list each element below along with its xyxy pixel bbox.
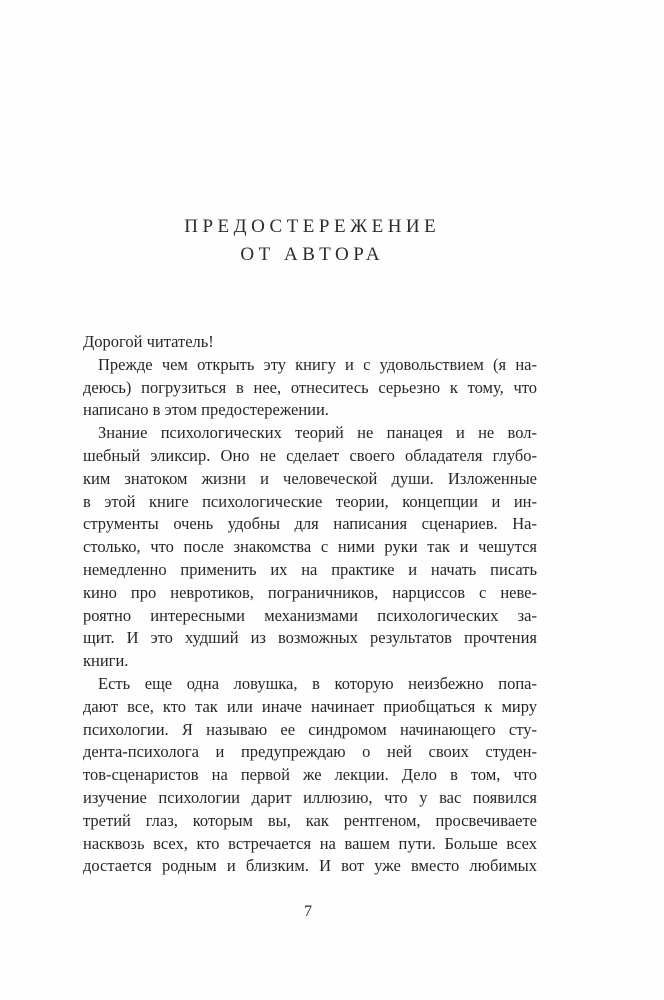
text-line: насквозь всех, кто встречается на вашем пути. Больше всех [83,833,537,853]
text-line: книги. [83,651,129,671]
text-line: щит. И это худший из возможных результатов прочтения [83,628,537,648]
text-line: ким знатоком жизни и человеческой души. Изложенные [83,468,537,488]
text-line: столько, что после знакомства с ними руки так и чешутся [83,537,537,557]
text-line: немедленно применить их на практике и начать писать [83,559,537,579]
paragraph [83,354,537,422]
text-line: Дорогой читатель! [83,332,214,351]
text-line: третий глаз, которым вы, как рентгеном, просвечиваете [83,810,537,830]
text-line: в этой книге психологические теории, концепции и ин- [83,491,537,511]
text-line: Знание психологических теорий не панацея и не вол- [98,423,537,443]
text-line: психологии. Я называю ее синдромом начинающего сту- [83,719,537,739]
text-line: роятно интересными механизмами психологических за- [83,605,537,625]
text-line: написано в этом предостережении. [83,400,329,420]
chapter-title [83,213,537,269]
text-line: кино про невротиков, пограничников, нарциссов с неве- [83,582,537,602]
text-line: тов-сценаристов на первой же лекции. Дело в том, что [83,765,537,785]
text-line: изучение психологии дарит иллюзию, что у вас появился [83,787,537,807]
text-line: струменты очень удобны для написания сценариев. На- [83,514,537,534]
body-text [83,331,537,878]
text-line: шебный эликсир. Оно не сделает своего обладателя глубо- [83,445,537,465]
page-number: 7 [304,903,312,920]
text-line: дента-психолога и предупреждаю о ней своих студен- [83,742,537,762]
paragraph [83,422,537,673]
text-line: достается родным и близким. И вот уже вместо любимых [83,856,537,876]
text-line: Прежде чем открыть эту книгу и с удовольствием (я на- [98,354,537,374]
chapter-title-line-2: ОТ АВТОРА [240,244,385,265]
paragraph [83,331,537,354]
chapter-title-line-1: ПРЕДОСТЕРЕЖЕНИЕ [184,216,441,237]
paragraph [83,673,537,878]
text-line: Есть еще одна ловушка, в которую неизбежно попа- [98,673,537,693]
text-line: дают все, кто так или иначе начинает приобщаться к миру [83,696,537,716]
text-line: деюсь) погрузиться в нее, отнеситесь серьезно к тому, что [83,377,537,397]
